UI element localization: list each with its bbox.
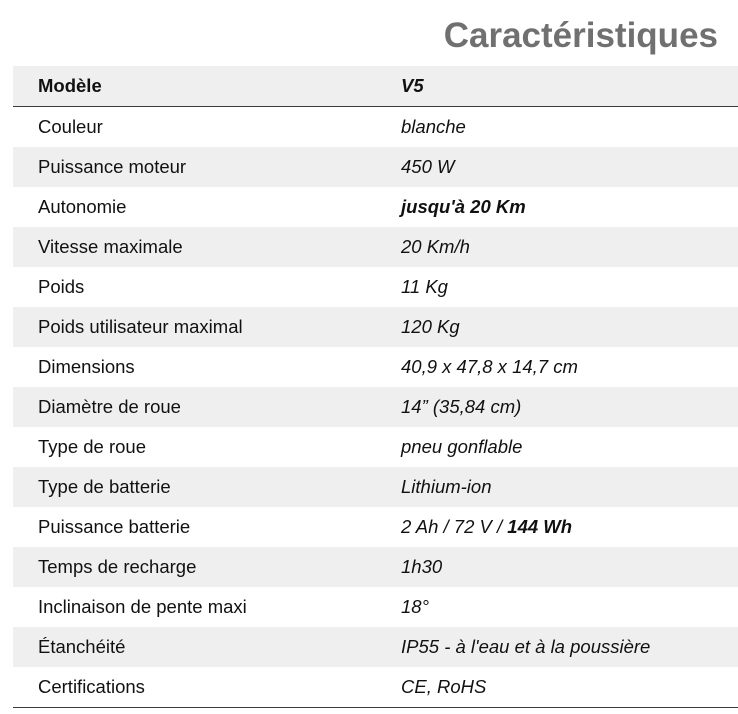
spec-value-puissance-batterie-main: 2 Ah / 72 V / — [401, 516, 508, 537]
table-row — [13, 267, 738, 307]
table-row — [13, 467, 738, 507]
spec-label-puissance-moteur: Puissance moteur — [38, 156, 187, 177]
spec-value-poids-utilisateur: 120 Kg — [401, 316, 460, 337]
table-row — [13, 307, 738, 347]
spec-label-diametre-roue: Diamètre de roue — [38, 396, 181, 417]
page-title: Caractéristiques — [443, 16, 718, 55]
table-row — [13, 107, 738, 148]
spec-value-temps-recharge: 1h30 — [401, 556, 443, 577]
spec-value-inclinaison: 18° — [401, 596, 429, 617]
spec-label-etancheite: Étanchéité — [38, 636, 126, 657]
table-row — [13, 507, 738, 547]
spec-value-poids: 11 Kg — [401, 276, 448, 297]
spec-value-couleur: blanche — [401, 116, 466, 137]
spec-label-dimensions: Dimensions — [38, 356, 135, 377]
spec-value-type-batterie: Lithium-ion — [401, 476, 492, 497]
table-row — [13, 627, 738, 667]
spec-label-vitesse-maximale: Vitesse maximale — [38, 236, 183, 257]
header-label: Modèle — [38, 75, 102, 96]
spec-label-type-batterie: Type de batterie — [38, 476, 171, 497]
spec-value-autonomie: jusqu'à 20 Km — [401, 196, 526, 217]
spec-value-puissance-moteur: 450 W — [401, 156, 455, 177]
spec-value-dimensions: 40,9 x 47,8 x 14,7 cm — [401, 356, 578, 377]
spec-value-diametre-roue: 14” (35,84 cm) — [401, 396, 522, 417]
spec-value-vitesse-maximale: 20 Km/h — [401, 236, 470, 257]
spec-label-inclinaison: Inclinaison de pente maxi — [38, 596, 247, 617]
spec-value-puissance-batterie-wh: 144 Wh — [507, 516, 573, 537]
spec-label-certifications: Certifications — [38, 676, 145, 697]
table-row — [13, 667, 738, 708]
spec-value-type-roue: pneu gonflable — [401, 436, 523, 457]
spec-label-poids: Poids — [38, 276, 85, 297]
table-row — [13, 547, 738, 587]
table-row — [13, 427, 738, 467]
spec-label-temps-recharge: Temps de recharge — [38, 556, 197, 577]
spec-label-puissance-batterie: Puissance batterie — [38, 516, 191, 537]
table-row — [13, 587, 738, 627]
spec-label-autonomie: Autonomie — [38, 196, 127, 217]
table-row — [13, 227, 738, 267]
table-row — [13, 347, 738, 387]
spec-value-certifications: CE, RoHS — [401, 676, 487, 697]
table-row — [13, 387, 738, 427]
table-row — [13, 187, 738, 227]
table-row — [13, 147, 738, 187]
specifications-table — [13, 66, 738, 708]
spec-label-poids-utilisateur: Poids utilisateur maximal — [38, 316, 243, 337]
spec-value-etancheite: IP55 - à l'eau et à la poussière — [401, 636, 651, 657]
spec-value-puissance-batterie — [376, 507, 738, 547]
header-value: V5 — [401, 75, 424, 96]
spec-label-couleur: Couleur — [38, 116, 103, 137]
table-header-row — [13, 66, 738, 107]
spec-label-type-roue: Type de roue — [38, 436, 146, 457]
